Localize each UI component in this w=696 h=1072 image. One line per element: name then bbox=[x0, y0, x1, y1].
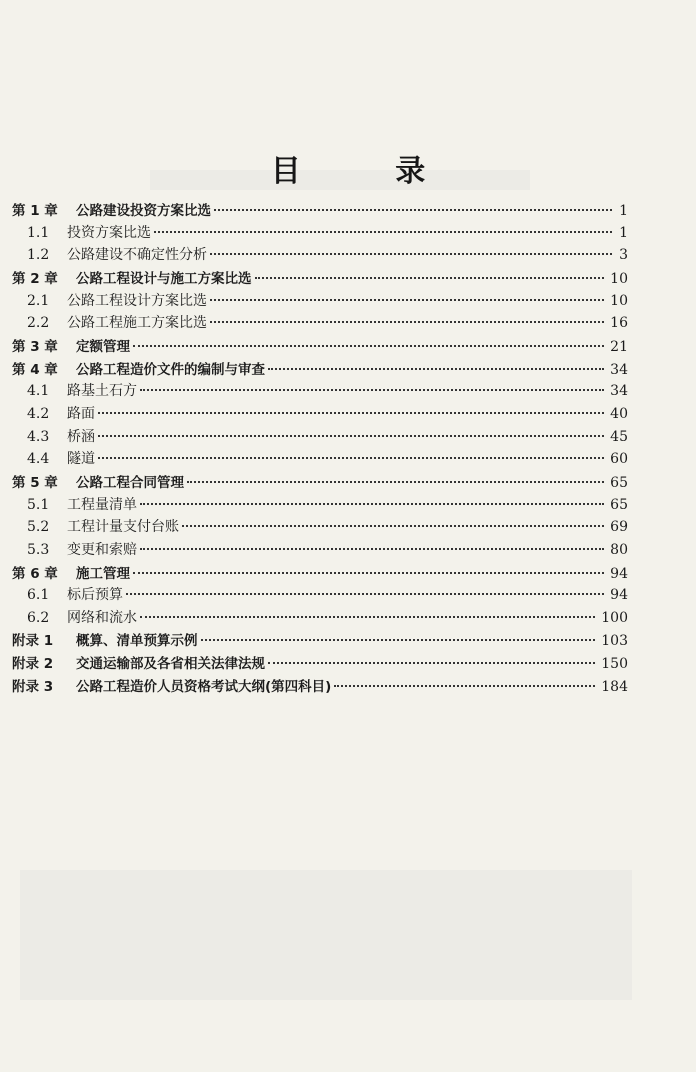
toc-entry-title: 施工管理 bbox=[76, 565, 130, 582]
toc-page-number: 60 bbox=[610, 451, 628, 468]
toc-entry-number: 第 4 章 bbox=[12, 361, 58, 378]
toc-page-number: 10 bbox=[610, 292, 628, 309]
toc-chapter-entry[interactable] bbox=[12, 652, 628, 675]
toc-dot-leader bbox=[140, 548, 604, 550]
toc-entry-number: 第 2 章 bbox=[12, 270, 58, 287]
toc-entry-number: 6.2 bbox=[27, 609, 50, 626]
toc-entry-title: 桥涵 bbox=[67, 428, 95, 445]
toc-entry-number: 第 3 章 bbox=[12, 338, 58, 355]
toc-dot-leader bbox=[98, 412, 604, 414]
toc-dot-leader bbox=[201, 639, 596, 641]
toc-page-number: 80 bbox=[610, 541, 628, 558]
bleed-through-block bbox=[20, 870, 632, 1000]
toc-chapter-entry[interactable] bbox=[12, 267, 628, 290]
toc-dot-leader bbox=[140, 503, 604, 505]
toc-entry-number: 2.2 bbox=[27, 315, 50, 332]
toc-entry-number: 1.2 bbox=[27, 247, 50, 264]
toc-dot-leader bbox=[210, 253, 612, 255]
toc-section-entry[interactable] bbox=[12, 244, 628, 267]
toc-entry-number: 第 1 章 bbox=[12, 203, 58, 219]
toc-entry-title: 隧道 bbox=[67, 451, 95, 468]
toc-dot-leader bbox=[210, 299, 604, 301]
page-title: 目 录 bbox=[270, 154, 468, 189]
toc-entry-title: 交通运输部及各省相关法律法规 bbox=[76, 656, 265, 673]
toc-page-number: 69 bbox=[610, 519, 628, 536]
toc-chapter-entry[interactable] bbox=[12, 335, 628, 358]
toc-section-entry[interactable] bbox=[12, 222, 628, 245]
toc-entry-title: 公路工程设计方案比选 bbox=[67, 292, 207, 309]
toc-page-number: 10 bbox=[610, 270, 628, 287]
toc-dot-leader bbox=[187, 481, 604, 483]
toc-dot-leader bbox=[140, 616, 595, 618]
toc-entry-number: 4.3 bbox=[27, 428, 50, 445]
toc-page-number: 34 bbox=[610, 383, 628, 400]
toc-section-entry[interactable] bbox=[12, 584, 628, 607]
toc-dot-leader bbox=[126, 593, 604, 595]
toc-section-entry[interactable] bbox=[12, 607, 628, 630]
toc-dot-leader bbox=[255, 277, 605, 279]
toc-section-entry[interactable] bbox=[12, 312, 628, 335]
toc-chapter-entry[interactable] bbox=[12, 471, 628, 494]
toc-entry-title: 公路建设投资方案比选 bbox=[76, 203, 211, 219]
toc-section-entry[interactable] bbox=[12, 426, 628, 449]
toc-chapter-entry[interactable] bbox=[12, 675, 628, 698]
toc-entry-number: 4.4 bbox=[27, 451, 50, 468]
toc-page-number: 94 bbox=[610, 565, 628, 582]
table-of-contents bbox=[12, 199, 628, 697]
toc-chapter-entry[interactable] bbox=[12, 629, 628, 652]
toc-entry-number: 第 5 章 bbox=[12, 474, 58, 491]
toc-entry-number: 5.2 bbox=[27, 519, 50, 536]
toc-entry-title: 工程计量支付台账 bbox=[67, 519, 179, 536]
toc-page-number: 34 bbox=[610, 361, 628, 378]
toc-dot-leader bbox=[98, 457, 604, 459]
toc-dot-leader bbox=[268, 368, 604, 370]
toc-entry-number: 1.1 bbox=[27, 224, 50, 241]
toc-dot-leader bbox=[133, 572, 604, 574]
toc-dot-leader bbox=[334, 685, 595, 687]
toc-entry-title: 网络和流水 bbox=[67, 609, 137, 626]
toc-entry-number: 5.1 bbox=[27, 496, 50, 513]
toc-dot-leader bbox=[210, 321, 604, 323]
toc-dot-leader bbox=[133, 345, 604, 347]
toc-dot-leader bbox=[154, 231, 612, 233]
toc-entry-title: 工程量清单 bbox=[67, 496, 137, 513]
toc-page-number: 65 bbox=[610, 496, 628, 513]
toc-entry-number: 附录 2 bbox=[12, 656, 54, 673]
toc-entry-number: 4.2 bbox=[27, 405, 50, 422]
toc-entry-number: 5.3 bbox=[27, 541, 50, 558]
toc-entry-number: 4.1 bbox=[27, 383, 50, 400]
toc-section-entry[interactable] bbox=[12, 516, 628, 539]
toc-entry-title: 路面 bbox=[67, 405, 95, 422]
toc-chapter-entry[interactable] bbox=[12, 199, 628, 222]
toc-section-entry[interactable] bbox=[12, 539, 628, 562]
toc-page-number: 45 bbox=[610, 428, 628, 445]
toc-entry-title: 变更和索赔 bbox=[67, 541, 137, 558]
toc-page-number: 1 bbox=[619, 203, 628, 219]
toc-entry-title: 定额管理 bbox=[76, 338, 130, 355]
toc-entry-title: 公路工程合同管理 bbox=[76, 474, 184, 491]
toc-dot-leader bbox=[140, 389, 604, 391]
toc-section-entry[interactable] bbox=[12, 494, 628, 517]
toc-page-number: 184 bbox=[601, 678, 628, 695]
toc-entry-number: 第 6 章 bbox=[12, 565, 58, 582]
toc-section-entry[interactable] bbox=[12, 448, 628, 471]
toc-entry-title: 公路工程造价文件的编制与审查 bbox=[76, 361, 265, 378]
toc-entry-number: 附录 1 bbox=[12, 633, 54, 650]
toc-section-entry[interactable] bbox=[12, 380, 628, 403]
toc-chapter-entry[interactable] bbox=[12, 358, 628, 381]
toc-page-number: 65 bbox=[610, 474, 628, 491]
toc-entry-title: 公路建设不确定性分析 bbox=[67, 247, 207, 264]
toc-section-entry[interactable] bbox=[12, 403, 628, 426]
toc-page-number: 100 bbox=[601, 609, 628, 626]
toc-entry-title: 投资方案比选 bbox=[67, 224, 151, 241]
toc-entry-title: 公路工程造价人员资格考试大纲(第四科目) bbox=[76, 678, 332, 695]
toc-dot-leader bbox=[98, 435, 604, 437]
toc-entry-title: 标后预算 bbox=[67, 587, 123, 604]
toc-page-number: 16 bbox=[610, 315, 628, 332]
toc-page-number: 1 bbox=[619, 224, 628, 241]
toc-entry-title: 路基土石方 bbox=[67, 383, 137, 400]
toc-entry-title: 公路工程设计与施工方案比选 bbox=[76, 270, 252, 287]
toc-page-number: 40 bbox=[610, 405, 628, 422]
toc-entry-number: 2.1 bbox=[27, 292, 50, 309]
toc-dot-leader bbox=[268, 662, 595, 664]
toc-page-number: 21 bbox=[610, 338, 628, 355]
toc-page-number: 150 bbox=[601, 656, 628, 673]
toc-page-number: 3 bbox=[619, 247, 628, 264]
toc-entry-number: 6.1 bbox=[27, 587, 50, 604]
toc-entry-title: 概算、清单预算示例 bbox=[76, 633, 198, 650]
toc-entry-title: 公路工程施工方案比选 bbox=[67, 315, 207, 332]
toc-dot-leader bbox=[182, 525, 604, 527]
toc-chapter-entry[interactable] bbox=[12, 562, 628, 585]
toc-section-entry[interactable] bbox=[12, 290, 628, 313]
toc-page-number: 103 bbox=[601, 633, 628, 650]
toc-entry-number: 附录 3 bbox=[12, 678, 54, 695]
toc-dot-leader bbox=[214, 209, 612, 211]
toc-page-number: 94 bbox=[610, 587, 628, 604]
